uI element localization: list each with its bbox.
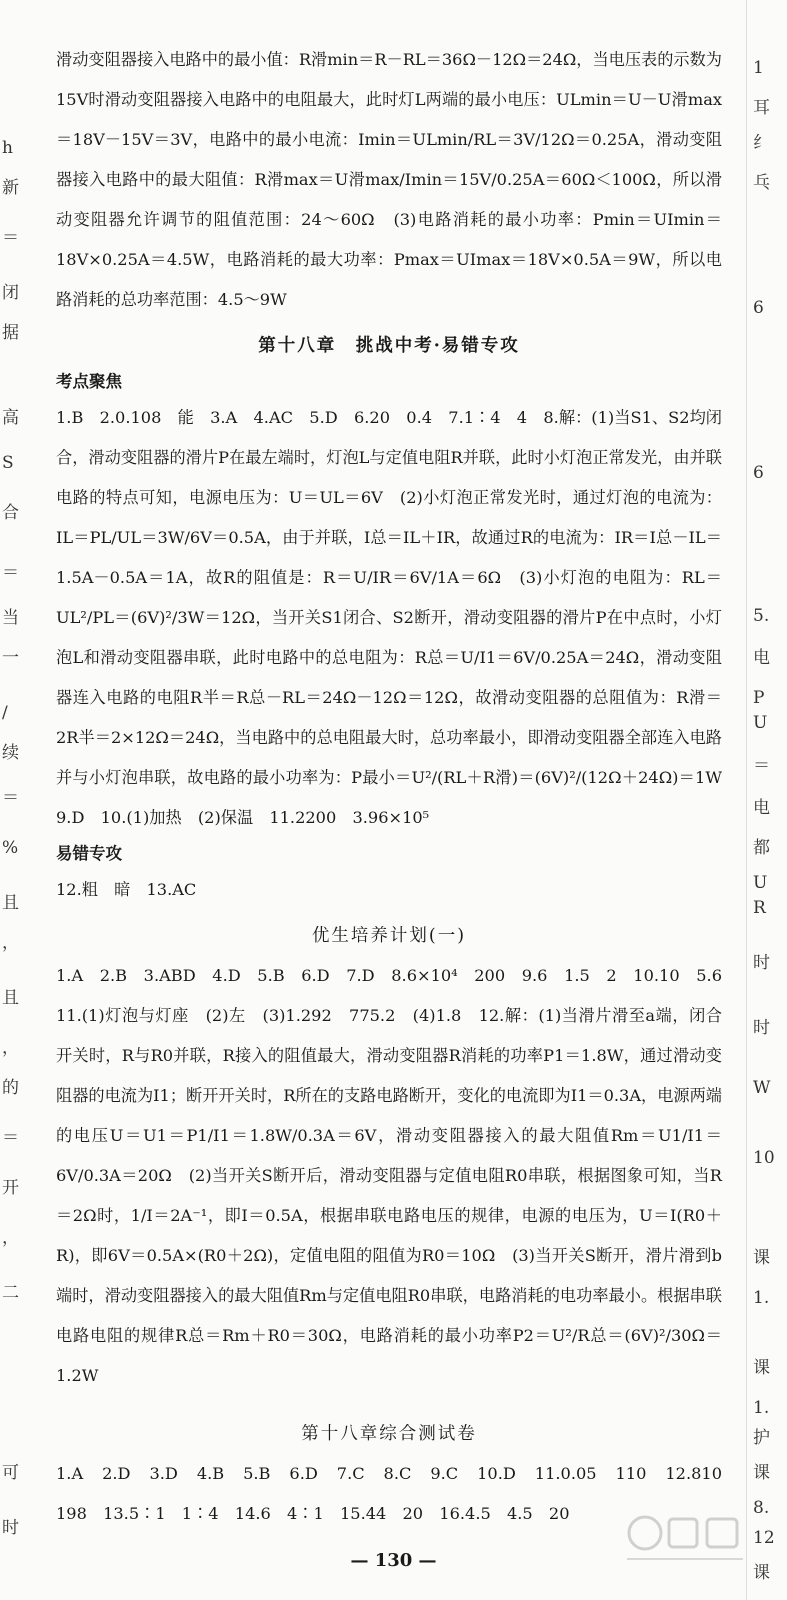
left-margin-char: 的 [2, 1078, 19, 1098]
left-margin-char: 高 [2, 408, 19, 428]
right-margin-char: 纟 [753, 133, 770, 153]
left-margin-char: S [2, 453, 14, 473]
right-margin-char: 课 [753, 1463, 770, 1483]
left-margin-char: 且 [2, 988, 19, 1008]
right-margin-char: ＝ [753, 756, 770, 776]
left-page-margin-fragments [0, 0, 22, 1600]
focus-answers: 1.B 2.0.108 能 3.A 4.AC 5.D 6.20 0.4 7.1∶4 4 8.解：(1)当S1、S2均闭合，滑动变阻器的滑片P在最左端时，灯泡L与定值电阻R并联，此时小灯泡正常发光，由并联电路的特点可知，电源电压为：U＝UL＝6V (2)小灯泡正常发光时，通过灯泡的电流为：IL＝PL/UL＝3W/6V＝0.5A，由于并联，I总＝IL＋IR，故通过R的电流为：IR＝I总－IL＝1.5A－0.5A＝1A，故R的阻值是：R＝U/IR＝6V/1A＝6Ω (3)小灯泡的电阻为：RL＝UL²/PL＝(6V)²/3W＝12Ω，当开关S1闭合、S2断开，滑动变阻器的滑片P在中点时，小灯泡L和滑动变阻器串联，此时电路中的总电阻为：R总＝U/I1＝6V/0.25A＝24Ω，滑动变阻器连入电路的电阻R半＝R总－RL＝24Ω－12Ω＝12Ω，故滑动变阻器的总阻值为：R滑＝2R半＝2×12Ω＝24Ω，当电路中的总电阻最大时，总功率最小，即滑动变阻器全部连入电路并与小灯泡串联，故电路的最小功率为：P最小＝U²/(RL＋R滑)＝(6V)²/(12Ω＋24Ω)＝1W 9.D 10.(1)加热 (2)保温 11.2200 3.96×10⁵ [56, 408, 739, 827]
left-margin-char: / [2, 703, 8, 723]
test-answers: 1.A 2.D 3.D 4.B 5.B 6.D 7.C 8.C 9.C 10.D 11.0.05 110 12.810 198 13.5∶1 1∶4 14.6 4∶1 15.44 20 16.4.5 4.5 20 [56, 1464, 739, 1523]
left-margin-char: 一 [2, 648, 19, 668]
right-margin-char: 10 [753, 1148, 775, 1168]
left-margin-char: 二 [2, 1283, 19, 1303]
left-margin-char: 可 [2, 1463, 19, 1483]
right-margin-char: 6 [753, 298, 764, 318]
right-margin-char: R [753, 898, 766, 918]
answer-key-column [56, 40, 739, 1534]
right-margin-char: 课 [753, 1248, 770, 1268]
left-margin-char: ＝ [2, 788, 19, 808]
right-margin-char: U [753, 873, 768, 893]
right-margin-char: P [753, 688, 765, 708]
right-margin-char: 6 [753, 463, 764, 483]
continued-solution-paragraph: 滑动变阻器接入电路中的最小值：R滑min＝R－RL＝36Ω－12Ω＝24Ω，当电压表的示数为15V时滑动变阻器接入电路中的电阻最大，此时灯L两端的最小电压：ULmin＝U－U滑max＝18V－15V＝3V，电路中的最小电流：Imin＝ULmin/RL＝3V/12Ω＝0.25A，滑动变阻器接入电路中的最大阻值：R滑max＝U滑max/Imin＝15V/0.25A＝60Ω＜100Ω，所以滑动变阻器允许调节的阻值范围：24～60Ω (3)电路消耗的最小功率：Pmin＝UImin＝18V×0.25A＝4.5W，电路消耗的最大功率：Pmax＝UImax＝18V×0.5A＝9W，所以电路消耗的总功率范围：4.5～9W [56, 50, 722, 309]
right-margin-char: 课 [753, 1563, 770, 1583]
right-margin-char: 课 [753, 1358, 770, 1378]
left-margin-char: 合 [2, 503, 19, 523]
right-margin-char: 1 [753, 58, 764, 78]
left-margin-char: ， [2, 1228, 19, 1248]
left-margin-char: ＝ [2, 228, 19, 248]
test-title: 第十八章综合测试卷 [301, 1424, 477, 1444]
left-margin-char: 当 [2, 608, 19, 628]
left-margin-char: 时 [2, 1518, 19, 1538]
right-margin-char: 乓 [753, 173, 770, 193]
right-margin-char: 都 [753, 838, 770, 858]
left-margin-char: 且 [2, 893, 19, 913]
left-margin-char: 续 [2, 743, 19, 763]
right-page-margin-fragments [746, 0, 787, 1600]
page-number: — 130 — [350, 1550, 437, 1571]
left-margin-char: ， [2, 933, 19, 953]
right-margin-char: 5. [753, 606, 770, 626]
left-margin-char: % [2, 838, 19, 858]
right-margin-char: 电 [753, 798, 770, 818]
right-margin-char: W [753, 1078, 771, 1098]
left-margin-char: h [2, 138, 13, 158]
section-heading-focus: 考点聚焦 [56, 372, 122, 391]
right-margin-char: 电 [753, 648, 770, 668]
right-margin-char: 时 [753, 953, 770, 973]
watermark-logo-icon [625, 1505, 745, 1565]
left-margin-char: 闭 [2, 283, 19, 303]
chapter-title: 第十八章 挑战中考·易错专攻 [258, 336, 520, 356]
left-margin-char: ＝ [2, 1128, 19, 1148]
left-margin-char: 开 [2, 1178, 19, 1198]
right-margin-char: U [753, 713, 768, 733]
section-heading-error-prone: 易错专攻 [56, 844, 122, 863]
right-margin-char: 时 [753, 1018, 770, 1038]
plan-answers: 1.A 2.B 3.ABD 4.D 5.B 6.D 7.D 8.6×10⁴ 200 9.6 1.5 2 10.10 5.6 11.(1)灯泡与灯座 (2)左 (3)1.292 775.2 (4)1.8 12.解：(1)当滑片滑至a端，闭合开关时，R与R0并联，R接入的阻值最大，滑动变阻器R消耗的功率P1＝1.8W，通过滑动变阻器的电流为I1；断开开关时，R所在的支路电路断开，变化的电流即为I1＝0.3A，电源两端的电压U＝U1＝P1/I1＝1.8W/0.3A＝6V，滑动变阻器接入的最大阻值Rm＝U1/I1＝6V/0.3A＝20Ω (2)当开关S断开后，滑动变阻器与定值电阻R0串联，根据图象可知，当R＝2Ω时，1/I＝2A⁻¹，即I＝0.5A，根据串联电路电压的规律，电源的电压为，U＝I(R0＋R)，即6V＝0.5A×(R0＋2Ω)，定值电阻的阻值为R0＝10Ω (3)当开关S断开，滑片滑到b端时，滑动变阻器接入的最大阻值Rm与定值电阻R0串联，电路消耗的电功率最小。根据串联电路电阻的规律R总＝Rm＋R0＝30Ω，电路消耗的最小功率P2＝U²/R总＝(6V)²/30Ω＝1.2W [56, 966, 739, 1385]
right-margin-char: 12 [753, 1528, 775, 1548]
plan-title: 优生培养计划(一) [311, 926, 467, 946]
right-margin-char: 1. [753, 1398, 770, 1418]
error-prone-answers: 12.粗 暗 13.AC [56, 880, 197, 899]
right-margin-char: 1. [753, 1288, 770, 1308]
right-margin-char: 耳 [753, 98, 770, 118]
left-margin-char: ， [2, 1038, 19, 1058]
right-margin-char: 8. [753, 1498, 770, 1518]
right-margin-char: 护 [753, 1428, 770, 1448]
left-margin-char: 新 [2, 178, 19, 198]
left-margin-char: 据 [2, 323, 19, 343]
left-margin-char: ＝ [2, 563, 19, 583]
